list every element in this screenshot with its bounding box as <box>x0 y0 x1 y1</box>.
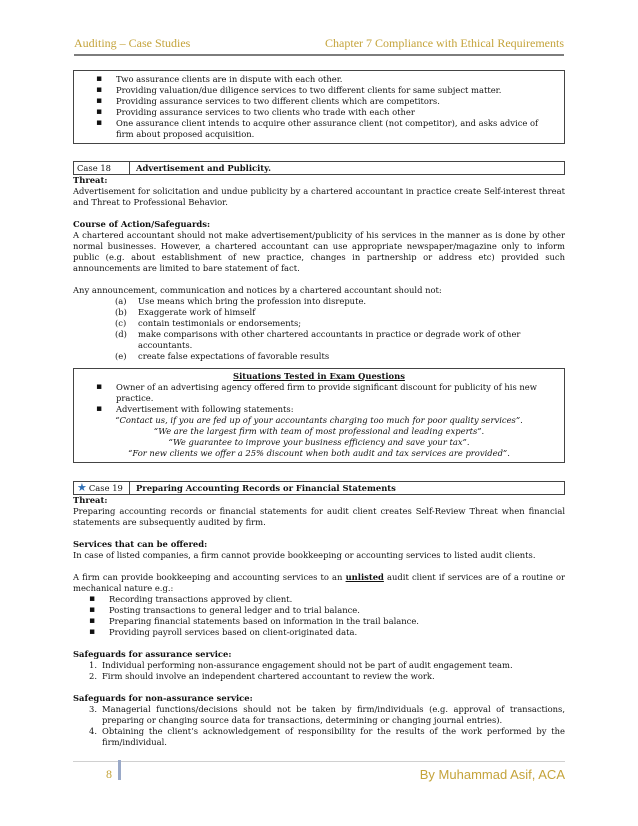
list-item: ▪ Providing assurance services to two clients who trade with each other <box>80 107 558 118</box>
case18-title: Advertisement and Publicity. <box>136 163 271 173</box>
page-number: 8 <box>106 767 112 781</box>
list-item: ▪ Recording transactions approved by client. <box>73 594 565 605</box>
case19-services-text: In case of listed companies, a firm cannot provide bookkeeping or accounting services to listed audit clients. <box>73 550 536 560</box>
page-header <box>74 36 564 56</box>
case18-threat-text: Advertisement for solicitation and undue publicity by a chartered accountant in practice create Self-interest threat and Threat to Professional Behavior. <box>73 186 565 207</box>
case18-threat-label: Threat: <box>73 175 108 185</box>
page-content <box>73 70 565 748</box>
case19-header <box>73 481 565 495</box>
case19-number: Case 19 <box>88 483 123 493</box>
case19-threat-label: Threat: <box>73 495 108 505</box>
list-item: ▪ Providing assurance services to two different clients which are competitors. <box>80 96 558 107</box>
situations-box <box>73 368 565 463</box>
list-item: 4. Obtaining the client’s acknowledgement of responsibility for the results of the work performed by the firm/individual. <box>89 726 565 747</box>
case18-number: Case 18 <box>74 162 130 174</box>
list-item: (b) Exaggerate work of himself <box>115 307 256 317</box>
case19-title: Preparing Accounting Records or Financial Statements <box>136 483 396 493</box>
footer-divider <box>73 761 565 762</box>
list-item: (c) contain testimonials or endorsements; <box>115 318 302 328</box>
case18-course-label: Course of Action/Safeguards: <box>73 219 211 229</box>
header-right-title: Chapter 7 Compliance with Ethical Requirements <box>325 36 564 50</box>
star-icon: ★ <box>77 481 87 494</box>
case19-routine-list <box>73 594 565 638</box>
header-left-title: Auditing – Case Studies <box>74 36 191 50</box>
list-item: ▪ Owner of an advertising agency offered firm to provide significant discount for publicity of his new practice. <box>80 382 558 404</box>
safeguards-assurance-label: Safeguards for assurance service: <box>73 649 232 659</box>
case18-lettered-list <box>73 296 565 362</box>
top-box-list <box>80 74 558 140</box>
case18-header <box>73 161 565 175</box>
list-item: ▪ One assurance client intends to acquire other assurance client (not competitor), and asks advice of firm about proposed acquisition. <box>80 118 558 140</box>
case19-unlisted-text: A firm can provide bookkeeping and accounting services to an unlisted audit client if services are of a routine or mechanical nature e.g.: <box>73 572 565 593</box>
case18-any-text: Any announcement, communication and notices by a chartered accountant should not: <box>73 285 442 295</box>
footer-author: By Muhammad Asif, ACA <box>419 767 565 782</box>
case19-threat-text: Preparing accounting records or financial statements for audit client creates Self-Review Threat when financial statements are subsequently audited by firm. <box>73 506 565 527</box>
unlisted-word: unlisted <box>345 572 384 582</box>
list-item: ▪ Preparing financial statements based on information in the trail balance. <box>73 616 565 627</box>
safeguards-non-list <box>73 704 565 748</box>
quote-line: “For new clients we offer a 25% discount when both audit and tax services are provided”. <box>128 448 510 458</box>
quote-line: “We are the largest firm with team of most professional and leading experts”. <box>153 426 485 436</box>
list-item: ▪ Advertisement with following statements: <box>80 404 558 415</box>
list-item: (e) create false expectations of favorable results <box>115 351 330 361</box>
list-item: ▪ Providing valuation/due diligence services to two different clients for same subject matter. <box>80 85 558 96</box>
list-item: 3. Managerial functions/decisions should not be taken by firm/individuals (e.g. approval of transactions, preparing or changing source data for transactions, determining or changing journal entries). <box>89 704 565 725</box>
situations-title: Situations Tested in Exam Questions <box>233 371 405 381</box>
list-item: ▪ Providing payroll services based on client-originated data. <box>73 627 565 638</box>
safeguards-non-label: Safeguards for non-assurance service: <box>73 693 253 703</box>
list-item: (a) Use means which bring the profession into disrepute. <box>115 296 367 306</box>
quote-line: “We guarantee to improve your business efficiency and save your tax”. <box>168 437 470 447</box>
case19-number-cell <box>74 482 130 494</box>
list-item: 1. Individual performing non-assurance engagement should not be part of audit engagement team. <box>89 660 513 670</box>
quote-line: “Contact us, if you are fed up of your accountants charging too much for poor quality services”. <box>115 415 523 425</box>
situations-list <box>80 382 558 415</box>
case18-course-text: A chartered accountant should not make advertisement/publicity of his services in the manner as is done by other normal businesses. However, a chartered accountant can use appropriate newspaper/magazine only to inform public (e.g. about establishment of new practice, changes in partnership or address etc) provided such announcements are limited to bare statement of fact. <box>73 230 565 273</box>
list-item: ▪ Posting transactions to general ledger and to trial balance. <box>73 605 565 616</box>
top-box <box>73 70 565 144</box>
list-item: 2. Firm should involve an independent chartered accountant to review the work. <box>89 671 435 681</box>
list-item: ▪ Two assurance clients are in dispute with each other. <box>80 74 558 85</box>
case19-services-label: Services that can be offered: <box>73 539 208 549</box>
list-item: (d) make comparisons with other chartered accountants in practice or degrade work of other accountants. <box>115 329 521 350</box>
safeguards-assurance-list <box>73 660 565 682</box>
footer-bar <box>118 760 121 780</box>
